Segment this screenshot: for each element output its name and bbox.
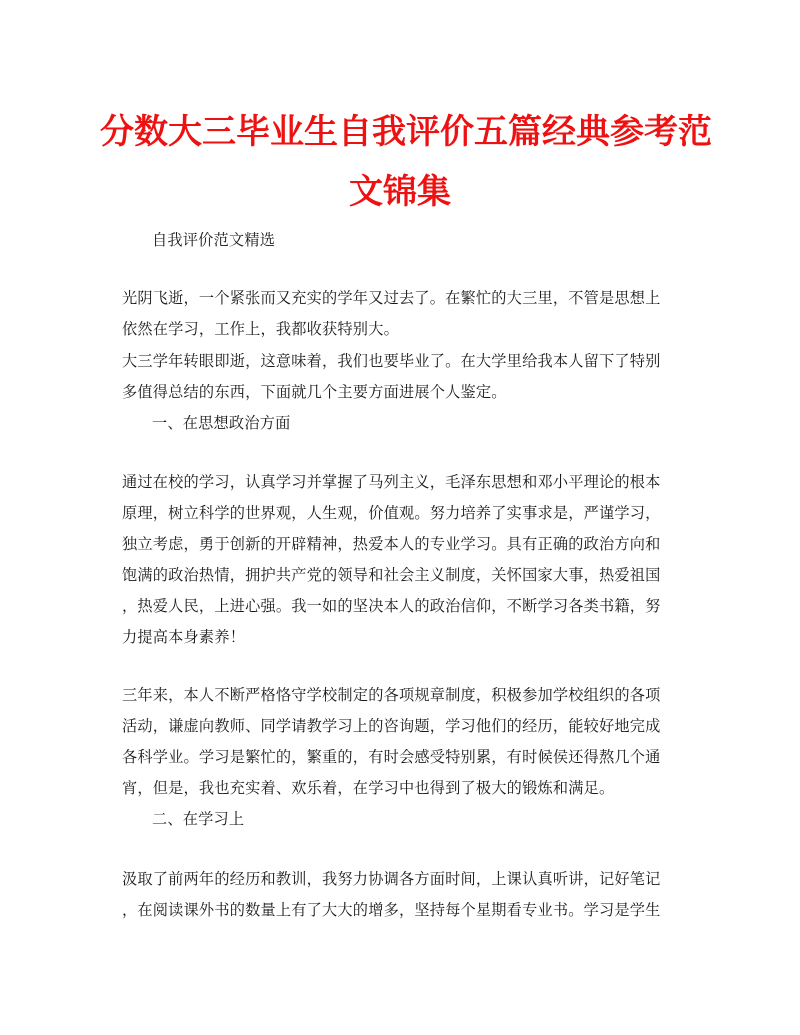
- section-heading: 一、在思想政治方面: [152, 414, 291, 432]
- body-line: 通过在校的学习，认真学习并掌握了马列主义，毛泽东思想和邓小平理论的根本: [122, 473, 661, 491]
- document-title-line-2: 文锦集: [349, 172, 451, 212]
- body-line: 宵，但是，我也充实着、欢乐着，在学习中也得到了极大的锻炼和满足。: [122, 779, 615, 797]
- body-line: 力提高本身素养！: [122, 628, 246, 646]
- body-line: 光阴飞逝，一个紧张而又充实的学年又过去了。在繁忙的大三里，不管是思想上: [122, 289, 661, 307]
- body-line: 各科学业。学习是繁忙的，繁重的，有时会感受特别累，有时候侯还得熬几个通: [122, 748, 661, 766]
- body-line: 三年来，本人不断严格恪守学校制定的各项规章制度，积极参加学校组织的各项: [122, 686, 661, 704]
- body-line: 活动，谦虚向教师、同学请教学习上的咨询题，学习他们的经历，能较好地完成: [122, 717, 661, 735]
- document-title-line-1: 分数大三毕业生自我评价五篇经典参考范: [100, 112, 712, 152]
- body-line: ，热爱人民，上进心强。我一如的坚决本人的政治信仰，不断学习各类书籍，努: [122, 597, 661, 615]
- body-line: ，在阅读课外书的数量上有了大大的增多，坚持每个星期看专业书。学习是学生: [122, 901, 661, 919]
- subtitle: 自我评价范文精选: [152, 231, 276, 249]
- body-line: 原理，树立科学的世界观，人生观，价值观。努力培养了实事求是，严谨学习，: [122, 504, 661, 522]
- body-line: 多值得总结的东西，下面就几个主要方面进展个人鉴定。: [122, 383, 507, 401]
- body-line: 饱满的政治热情，拥护共产党的领导和社会主义制度，关怀国家大事，热爱祖国: [122, 566, 661, 584]
- section-heading: 二、在学习上: [152, 810, 245, 828]
- body-line: 独立考虑，勇于创新的开辟精神，热爱本人的专业学习。具有正确的政治方向和: [122, 535, 661, 553]
- body-line: 依然在学习，工作上，我都收获特别大。: [122, 320, 399, 338]
- body-line: 大三学年转眼即逝，这意味着，我们也要毕业了。在大学里给我本人留下了特别: [122, 352, 661, 370]
- body-line: 汲取了前两年的经历和教训，我努力协调各方面时间，上课认真听讲，记好笔记: [122, 870, 661, 888]
